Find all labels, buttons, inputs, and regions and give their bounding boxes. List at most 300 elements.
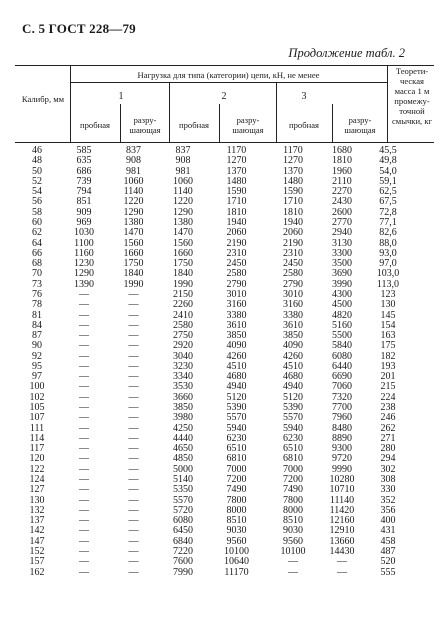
table-cell: 1590 bbox=[283, 186, 303, 198]
table-row bbox=[15, 146, 413, 156]
table-cell: 2150 bbox=[173, 288, 193, 300]
table-cell: 6230 bbox=[283, 432, 303, 444]
table-cell: 7800 bbox=[226, 494, 247, 506]
table-cell: 4680 bbox=[283, 371, 303, 383]
table-cell: 105 bbox=[29, 402, 45, 414]
table-cell: 3850 bbox=[226, 330, 247, 342]
table-cell: 2920 bbox=[173, 340, 193, 352]
table-cell: 7960 bbox=[332, 412, 352, 424]
table-cell: — bbox=[79, 350, 89, 362]
table-cell: — bbox=[128, 391, 139, 403]
table-cell: 117 bbox=[29, 443, 45, 455]
table-cell: 2750 bbox=[173, 330, 193, 342]
load-group-header: Нагрузка для типа (категории) цепи, кН, не менее bbox=[137, 70, 320, 80]
table-cell: 1060 bbox=[173, 175, 193, 187]
table-row bbox=[15, 197, 413, 207]
table-cell: 100 bbox=[29, 381, 45, 393]
table-cell: 2060 bbox=[226, 227, 247, 239]
table-cell: 2060 bbox=[283, 227, 303, 239]
table-cell: 137 bbox=[29, 515, 45, 527]
table-cell: — bbox=[128, 453, 139, 465]
table-cell: — bbox=[79, 494, 89, 506]
table-row bbox=[15, 290, 413, 300]
table-row bbox=[15, 341, 413, 351]
table-cell: — bbox=[337, 566, 347, 578]
table-cell: 909 bbox=[76, 206, 92, 218]
header-top-rule bbox=[15, 65, 434, 66]
table-cell: 6810 bbox=[226, 453, 247, 465]
table-cell: 4090 bbox=[283, 340, 303, 352]
table-cell: 59,1 bbox=[379, 175, 397, 187]
table-caption: Продолжение табл. 2 bbox=[288, 46, 405, 60]
table-cell: 4260 bbox=[283, 350, 303, 362]
table-cell: 308 bbox=[380, 474, 396, 485]
table-cell: 1230 bbox=[74, 258, 94, 270]
table-cell: 10640 bbox=[224, 556, 249, 568]
table-cell: 3610 bbox=[283, 319, 303, 331]
table-cell: 7000 bbox=[226, 463, 247, 475]
table-cell: 5120 bbox=[283, 391, 303, 403]
table-cell: 1840 bbox=[173, 268, 193, 280]
table-cell: 6440 bbox=[332, 360, 352, 372]
table-cell: 5500 bbox=[332, 330, 352, 342]
table-cell: 224 bbox=[380, 391, 396, 403]
table-cell: — bbox=[288, 556, 298, 568]
table-cell: 175 bbox=[380, 340, 396, 352]
table-cell: 8510 bbox=[283, 515, 303, 527]
table-cell: 1810 bbox=[283, 206, 303, 218]
table-cell: 5160 bbox=[332, 319, 352, 331]
table-cell: 3850 bbox=[283, 330, 303, 342]
table-cell: — bbox=[128, 371, 139, 383]
table-cell: 1810 bbox=[226, 206, 247, 218]
table-cell: — bbox=[128, 525, 139, 537]
table-cell: 6510 bbox=[226, 443, 247, 455]
table-cell: 102 bbox=[29, 391, 45, 403]
table-cell: — bbox=[79, 484, 89, 496]
table-cell: 356 bbox=[380, 504, 396, 516]
table-cell: — bbox=[128, 422, 139, 434]
table-cell: 1940 bbox=[283, 216, 303, 228]
table-cell: 3130 bbox=[332, 237, 352, 249]
table-cell: 2190 bbox=[283, 237, 303, 249]
table-cell: 5840 bbox=[332, 340, 352, 352]
table-cell: 3690 bbox=[332, 268, 352, 280]
table-cell: — bbox=[288, 566, 298, 578]
caliber-header: Калибр, мм bbox=[21, 94, 65, 104]
table-cell: 5720 bbox=[173, 504, 193, 516]
table-cell: 12160 bbox=[329, 515, 355, 527]
table-cell: 585 bbox=[76, 145, 92, 156]
table-cell: 487 bbox=[380, 545, 396, 557]
table-cell: 4300 bbox=[332, 288, 352, 300]
table-cell: 62 bbox=[32, 227, 42, 239]
table-cell: 1290 bbox=[74, 268, 94, 280]
table-row bbox=[15, 156, 413, 166]
table-cell: 7320 bbox=[332, 391, 352, 403]
table-cell: 352 bbox=[380, 494, 396, 506]
table-cell: 2790 bbox=[226, 278, 247, 290]
table-cell: — bbox=[128, 299, 139, 311]
table-cell: — bbox=[79, 330, 89, 342]
table-cell: — bbox=[79, 319, 89, 331]
table-cell: 10100 bbox=[224, 545, 249, 557]
table-cell: 81 bbox=[32, 309, 42, 321]
table-cell: — bbox=[128, 340, 139, 352]
table-cell: — bbox=[79, 412, 89, 424]
table-row bbox=[15, 403, 413, 413]
table-cell: 2450 bbox=[283, 258, 303, 270]
table-cell: 1990 bbox=[123, 278, 144, 290]
table-row bbox=[15, 300, 413, 310]
table-cell: 163 bbox=[380, 330, 396, 342]
table-cell: — bbox=[128, 484, 139, 496]
table-cell: — bbox=[79, 443, 89, 455]
header-bottom-rule bbox=[15, 142, 434, 143]
table-cell: 1290 bbox=[123, 206, 144, 218]
table-cell: 11140 bbox=[329, 494, 355, 506]
table-cell: 5390 bbox=[283, 402, 303, 414]
table-cell: 4940 bbox=[283, 381, 303, 393]
table-row bbox=[15, 321, 413, 331]
table-cell: — bbox=[79, 525, 89, 537]
table-cell: 9560 bbox=[226, 535, 247, 547]
table-row bbox=[15, 352, 413, 362]
table-cell: 6810 bbox=[283, 453, 303, 465]
table-cell: 1560 bbox=[173, 237, 193, 249]
table-cell: 739 bbox=[76, 175, 92, 187]
table-cell: 54 bbox=[32, 186, 42, 198]
table-cell: 5570 bbox=[283, 412, 303, 424]
table-cell: — bbox=[128, 402, 139, 414]
table-cell: 4510 bbox=[226, 360, 247, 372]
table-cell: 9030 bbox=[283, 525, 303, 537]
table-cell: 1140 bbox=[123, 186, 144, 198]
table-cell: 851 bbox=[76, 196, 92, 208]
table-cell: 5570 bbox=[226, 412, 247, 424]
table-cell: 1370 bbox=[283, 165, 303, 177]
table-cell: 686 bbox=[76, 165, 92, 177]
table-cell: 7490 bbox=[283, 484, 303, 496]
table-cell: 1370 bbox=[226, 165, 247, 177]
table-cell: — bbox=[79, 474, 89, 485]
table-cell: 66 bbox=[32, 247, 42, 259]
table-cell: 1470 bbox=[173, 227, 193, 239]
table-cell: 6840 bbox=[173, 535, 193, 547]
table-row bbox=[15, 454, 413, 464]
table-cell: 52 bbox=[32, 175, 42, 187]
table-cell: 77,1 bbox=[379, 216, 397, 228]
table-cell: — bbox=[79, 371, 89, 383]
table-cell: — bbox=[128, 545, 139, 557]
table-cell: 7200 bbox=[283, 474, 303, 485]
table-cell: 2430 bbox=[332, 196, 352, 208]
table-cell: 12910 bbox=[329, 525, 355, 537]
table-cell: 1480 bbox=[226, 175, 247, 187]
table-cell: 154 bbox=[380, 319, 396, 331]
table-cell: 2790 bbox=[283, 278, 303, 290]
table-cell: — bbox=[79, 299, 89, 311]
table-cell: 5940 bbox=[226, 422, 247, 434]
table-cell: 1170 bbox=[226, 145, 247, 156]
table-cell: 981 bbox=[126, 165, 141, 177]
table-cell: — bbox=[79, 566, 89, 578]
table-cell: 1160 bbox=[74, 247, 94, 259]
table-cell: 201 bbox=[380, 371, 396, 383]
table-cell: — bbox=[128, 474, 139, 485]
table-cell: 908 bbox=[175, 155, 191, 167]
table-cell: 1380 bbox=[123, 216, 144, 228]
table-cell: 10280 bbox=[329, 474, 355, 485]
divider bbox=[387, 65, 388, 142]
table-cell: 113,0 bbox=[376, 278, 400, 290]
table-cell: 152 bbox=[29, 545, 45, 557]
table-cell: — bbox=[79, 288, 89, 300]
table-cell: 9030 bbox=[226, 525, 247, 537]
table-cell: 13660 bbox=[329, 535, 355, 547]
table-cell: — bbox=[79, 535, 89, 547]
table-cell: 78 bbox=[32, 299, 42, 311]
table-cell: 111 bbox=[29, 422, 45, 434]
table-cell: 1270 bbox=[226, 155, 247, 167]
proof-header: пробная bbox=[289, 120, 319, 130]
table-cell: 123 bbox=[380, 288, 396, 300]
table-row bbox=[15, 311, 413, 321]
table-cell: 7200 bbox=[226, 474, 247, 485]
table-row bbox=[15, 228, 413, 238]
table-cell: 2940 bbox=[332, 227, 352, 239]
table-row bbox=[15, 568, 413, 578]
table-cell: 981 bbox=[175, 165, 191, 177]
table-cell: 132 bbox=[29, 504, 45, 516]
table-cell: 215 bbox=[380, 381, 396, 393]
table-cell: 7990 bbox=[173, 566, 193, 578]
table-cell: 84 bbox=[32, 319, 42, 331]
table-cell: 3500 bbox=[332, 258, 352, 270]
table-cell: 87 bbox=[32, 330, 42, 342]
table-cell: 48 bbox=[32, 155, 42, 167]
table-row bbox=[15, 167, 413, 177]
table-cell: 1750 bbox=[123, 258, 144, 270]
table-cell: 6080 bbox=[173, 515, 193, 527]
table-cell: 6690 bbox=[332, 371, 352, 383]
table-cell: 130 bbox=[29, 494, 45, 506]
table-row bbox=[15, 208, 413, 218]
divider bbox=[219, 104, 220, 142]
table-cell: — bbox=[79, 515, 89, 527]
table-cell: 147 bbox=[29, 535, 45, 547]
table-cell: 1060 bbox=[123, 175, 144, 187]
table-cell: 6230 bbox=[226, 432, 247, 444]
table-cell: 4250 bbox=[173, 422, 193, 434]
table-cell: 1840 bbox=[123, 268, 144, 280]
table-cell: 157 bbox=[29, 556, 45, 568]
table-row bbox=[15, 434, 413, 444]
breaking-header: разру-шающая bbox=[232, 115, 264, 135]
table-cell: 6450 bbox=[173, 525, 193, 537]
table-row bbox=[15, 372, 413, 382]
table-cell: 1940 bbox=[226, 216, 247, 228]
table-cell: 107 bbox=[29, 412, 45, 424]
table-cell: 1810 bbox=[332, 155, 352, 167]
table-cell: 72,8 bbox=[379, 206, 397, 218]
table-cell: 294 bbox=[380, 453, 396, 465]
table-cell: 92 bbox=[32, 350, 42, 362]
table-cell: 3380 bbox=[226, 309, 247, 321]
table-cell: 271 bbox=[380, 432, 396, 444]
table-cell: — bbox=[79, 463, 89, 475]
table-cell: 5940 bbox=[283, 422, 303, 434]
table-cell: 8480 bbox=[332, 422, 352, 434]
table-cell: 45,5 bbox=[379, 145, 397, 156]
table-row bbox=[15, 331, 413, 341]
table-row bbox=[15, 424, 413, 434]
table-cell: 145 bbox=[380, 309, 396, 321]
table-cell: 302 bbox=[380, 463, 396, 475]
table-cell: 60 bbox=[32, 216, 42, 228]
table-cell: — bbox=[79, 360, 89, 372]
table-cell: 3160 bbox=[226, 299, 247, 311]
table-cell: 458 bbox=[380, 535, 396, 547]
table-cell: — bbox=[128, 535, 139, 547]
table-row bbox=[15, 413, 413, 423]
table-cell: 1750 bbox=[173, 258, 193, 270]
table-cell: 837 bbox=[126, 145, 141, 156]
table-cell: — bbox=[128, 288, 139, 300]
table-cell: 1290 bbox=[173, 206, 193, 218]
table-cell: 62,5 bbox=[379, 186, 397, 198]
table-cell: 8000 bbox=[283, 504, 303, 516]
table-cell: 10100 bbox=[280, 545, 306, 557]
table-cell: — bbox=[79, 504, 89, 516]
table-cell: 2600 bbox=[332, 206, 352, 218]
table-cell: 142 bbox=[29, 525, 45, 537]
table-cell: 431 bbox=[380, 525, 396, 537]
table-cell: 2310 bbox=[283, 247, 303, 259]
divider bbox=[169, 82, 170, 142]
table-cell: 246 bbox=[380, 412, 396, 424]
table-cell: 1030 bbox=[74, 227, 94, 239]
table-cell: 7220 bbox=[173, 545, 193, 557]
table-cell: 5000 bbox=[173, 463, 193, 475]
table-cell: 238 bbox=[380, 402, 396, 414]
table-cell: 1990 bbox=[173, 278, 193, 290]
table-cell: 130 bbox=[380, 299, 396, 311]
table-cell: 1710 bbox=[226, 196, 247, 208]
table-cell: — bbox=[79, 432, 89, 444]
table-row bbox=[15, 280, 413, 290]
table-cell: 46 bbox=[32, 145, 42, 156]
table-cell: 5570 bbox=[173, 494, 193, 506]
table-cell: 1220 bbox=[123, 196, 144, 208]
table-cell: 2770 bbox=[332, 216, 352, 228]
table-row bbox=[15, 393, 413, 403]
table-cell: 11170 bbox=[224, 566, 249, 578]
table-cell: 64 bbox=[32, 237, 42, 249]
table-row bbox=[15, 362, 413, 372]
table-cell: 97,0 bbox=[379, 258, 397, 270]
table-row bbox=[15, 547, 413, 557]
divider bbox=[120, 104, 121, 142]
table-cell: — bbox=[128, 494, 139, 506]
table-cell: 1590 bbox=[226, 186, 247, 198]
table-row bbox=[15, 382, 413, 392]
table-cell: 4820 bbox=[332, 309, 352, 321]
table-cell: 1960 bbox=[332, 165, 352, 177]
table-cell: 9300 bbox=[332, 443, 352, 455]
table-cell: 8890 bbox=[332, 432, 352, 444]
table-cell: 9560 bbox=[283, 535, 303, 547]
table-cell: — bbox=[128, 432, 139, 444]
table-cell: 4680 bbox=[226, 371, 247, 383]
table-cell: 8000 bbox=[226, 504, 247, 516]
table-cell: 2260 bbox=[173, 299, 193, 311]
table-cell: 4650 bbox=[173, 443, 193, 455]
table-cell: — bbox=[128, 412, 139, 424]
table-cell: 4440 bbox=[173, 432, 193, 444]
table-cell: — bbox=[79, 556, 89, 568]
table-cell: 90 bbox=[32, 340, 42, 352]
table-cell: — bbox=[128, 443, 139, 455]
table-cell: 3660 bbox=[173, 391, 193, 403]
table-cell: 7060 bbox=[332, 381, 352, 393]
table-cell: 280 bbox=[380, 443, 396, 455]
table-cell: — bbox=[128, 360, 139, 372]
table-cell: 1560 bbox=[123, 237, 144, 249]
table-cell: 127 bbox=[29, 484, 45, 496]
table-cell: 520 bbox=[380, 556, 396, 568]
table-cell: 1140 bbox=[173, 186, 193, 198]
table-cell: 49,8 bbox=[379, 155, 397, 167]
table-cell: 14430 bbox=[329, 545, 355, 557]
table-cell: 3040 bbox=[173, 350, 193, 362]
table-cell: 4500 bbox=[332, 299, 352, 311]
table-cell: 3530 bbox=[173, 381, 193, 393]
table-body bbox=[15, 146, 413, 578]
table-cell: 400 bbox=[380, 515, 396, 527]
load-table bbox=[15, 146, 413, 578]
table-cell: 6080 bbox=[332, 350, 352, 362]
table-cell: — bbox=[337, 556, 347, 568]
header-group-rule bbox=[70, 82, 387, 83]
table-cell: — bbox=[79, 545, 89, 557]
table-cell: 1390 bbox=[74, 278, 94, 290]
divider bbox=[70, 65, 71, 142]
type-1-header: 1 bbox=[118, 91, 124, 102]
table-cell: — bbox=[128, 566, 139, 578]
table-cell: 1220 bbox=[173, 196, 193, 208]
table-cell: 4510 bbox=[283, 360, 303, 372]
table-cell: 7490 bbox=[226, 484, 247, 496]
table-cell: 7800 bbox=[283, 494, 303, 506]
table-cell: — bbox=[128, 330, 139, 342]
table-cell: 162 bbox=[29, 566, 45, 578]
table-cell: 193 bbox=[380, 360, 396, 372]
table-cell: 182 bbox=[380, 350, 396, 362]
table-cell: 56 bbox=[32, 196, 42, 208]
table-cell: 908 bbox=[126, 155, 141, 167]
table-cell: 7000 bbox=[283, 463, 303, 475]
table-cell: 635 bbox=[76, 155, 92, 167]
table-cell: 3230 bbox=[173, 360, 193, 372]
table-cell: 2580 bbox=[173, 319, 193, 331]
table-cell: 2190 bbox=[226, 237, 247, 249]
table-row bbox=[15, 557, 413, 567]
table-cell: — bbox=[128, 556, 139, 568]
table-cell: 5140 bbox=[173, 474, 193, 485]
table-cell: — bbox=[79, 381, 89, 393]
table-cell: 3380 bbox=[283, 309, 303, 321]
